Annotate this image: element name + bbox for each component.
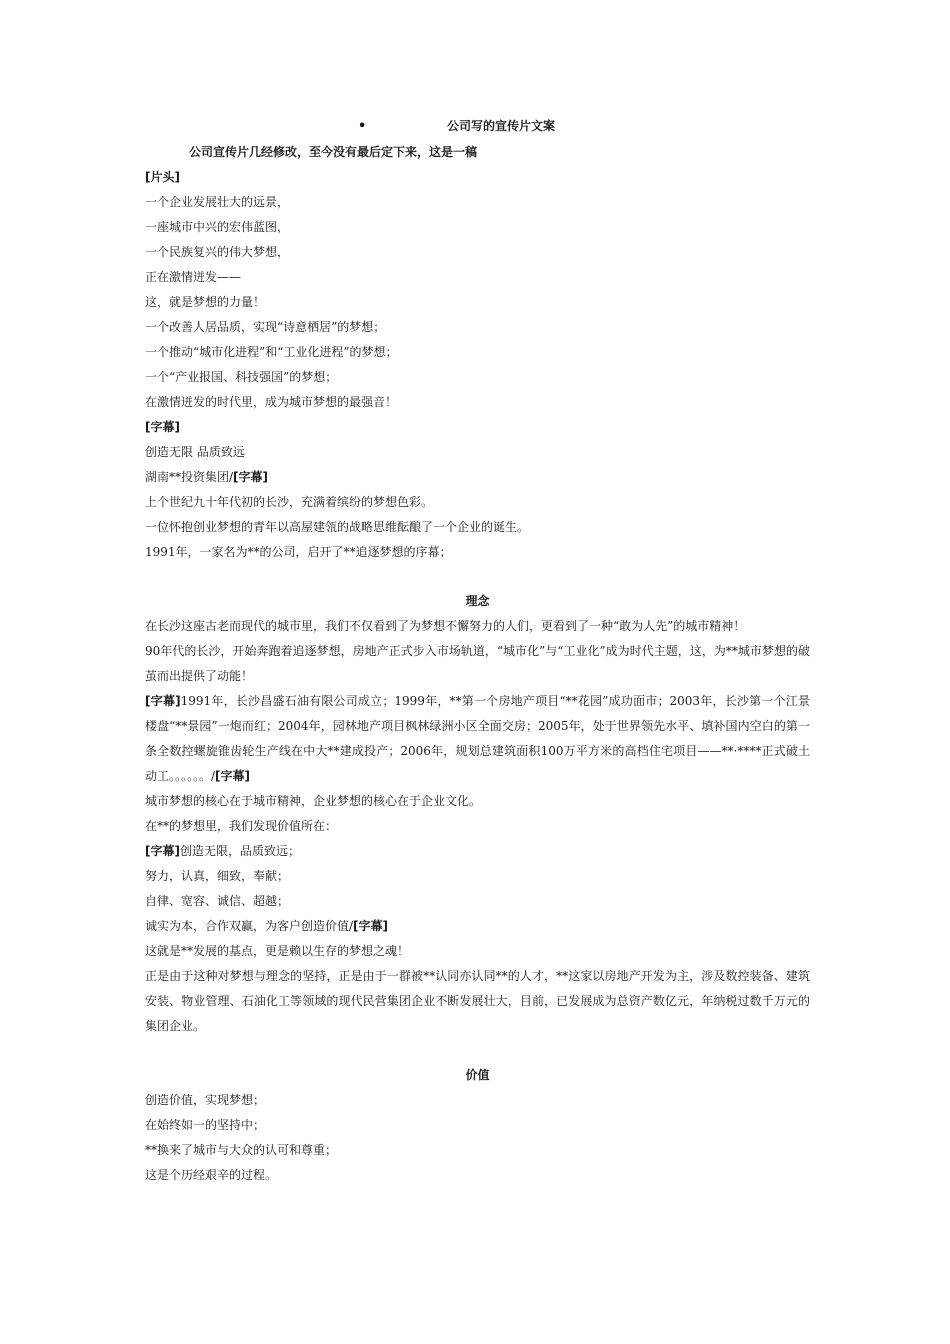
document-title: 公司写的宣传片文案	[447, 119, 556, 133]
value-line: 这是个历经艰辛的过程。	[145, 1168, 278, 1182]
timeline-end-tag: [字幕]	[215, 769, 251, 783]
intro-line: 一个推动“城市化进程”和“工业化进程”的梦想；	[145, 345, 398, 359]
tag-zimu: [字幕]	[145, 420, 180, 434]
document-subtitle: 公司宣传片几经修改，至今没有最后定下来，这是一稿	[189, 145, 478, 159]
values-text-end: 诚实为本，合作双赢，为客户创造价值/	[145, 919, 354, 933]
story-line: 上个世纪九十年代初的长沙，充满着缤纷的梦想色彩。	[145, 495, 434, 509]
concept-paragraph: 努力，认真，细致，奉献；	[145, 869, 290, 883]
tag-piantou: [片头]	[145, 170, 180, 184]
section-gap	[145, 1039, 810, 1063]
section-gap	[145, 565, 810, 589]
title-row	[145, 114, 810, 140]
concept-paragraph: 城市梦想的核心在于城市精神，企业梦想的核心在于企业文化。	[145, 794, 482, 808]
group-tag: [字幕]	[233, 470, 269, 484]
concept-paragraph: 这就是**发展的基点，更是赖以生存的梦想之魂！	[145, 944, 410, 958]
values-end-tag: [字幕]	[353, 919, 389, 933]
intro-line: 一个企业发展壮大的远景，	[145, 195, 290, 209]
intro-line: 正在激情迸发——	[145, 270, 242, 284]
intro-line: 一个改善人居品质，实现“诗意栖居”的梦想；	[145, 320, 386, 334]
section-heading-value: 价值	[465, 1068, 490, 1082]
timeline-tag: [字幕]	[145, 694, 181, 708]
group-name-line	[145, 465, 810, 490]
story-line: 一位怀抱创业梦想的青年以高屋建瓴的战略思维酝酿了一个企业的诞生。	[145, 520, 530, 534]
document-page	[145, 114, 810, 1188]
value-line: 在始终如一的坚持中；	[145, 1118, 266, 1132]
concept-paragraph: 90年代的长沙，开始奔跑着追逐梦想，房地产正式步入市场轨道，“城市化”与“工业化”成为时代主题，这，为**城市梦想的破茧而出提供了动能！	[145, 644, 810, 683]
concept-paragraph: 自律、宽容、诚信、超越；	[145, 894, 290, 908]
group-name: 湖南**投资集团/	[145, 470, 234, 484]
slogan: 创造无限 品质致远	[145, 445, 245, 459]
concept-paragraph: 在长沙这座古老而现代的城市里，我们不仅看到了为梦想不懈努力的人们，更看到了一种“敢为人先”的城市精神！	[145, 619, 746, 633]
intro-line: 在激情迸发的时代里，成为城市梦想的最强音！	[145, 395, 398, 409]
section-heading-concept: 理念	[465, 594, 490, 608]
timeline-text: 1991年，长沙昌盛石油有限公司成立；1999年，**第一个房地产项目“**花园”成功面市；2003年，长沙第一个江景楼盘“**景园”一炮而红；2004年，园林地产项目枫林绿洲小区全面交房；2005年，处于世界领先水平、填补国内空白的第一条全数控螺旋锥齿轮生产线在中大**建成投产；2006年，规划总建筑面积100万平方米的高档住宅项目——**·****正式破土动工。。。。。。/	[145, 694, 810, 783]
concept-paragraph	[145, 914, 810, 939]
concept-paragraph	[145, 839, 810, 864]
intro-line: 一座城市中兴的宏伟蓝图，	[145, 220, 290, 234]
value-line: **换来了城市与大众的认可和尊重；	[145, 1143, 338, 1157]
intro-line: 一个民族复兴的伟大梦想，	[145, 245, 290, 259]
concept-paragraph: 在**的梦想里，我们发现价值所在：	[145, 819, 338, 833]
values-tag: [字幕]	[145, 844, 180, 858]
values-text: 创造无限，品质致远；	[179, 844, 300, 858]
value-line: 创造价值，实现梦想；	[145, 1093, 266, 1107]
bullet-icon: •	[358, 119, 367, 134]
intro-line: 这，就是梦想的力量！	[145, 295, 266, 309]
concept-paragraph: 正是由于这种对梦想与理念的坚持，正是由于一群被**认同亦认同**的人才，**这家以房地产开发为主，涉及数控装备、建筑安装、物业管理、石油化工等领域的现代民营集团企业不断发展壮大，目前，已发展成为总资产数亿元，年纳税过数千万元的集团企业。	[145, 969, 810, 1033]
intro-line: 一个“产业报国、科技强国”的梦想；	[145, 370, 338, 384]
concept-paragraph-timeline	[145, 689, 810, 789]
story-line: 1991年，一家名为**的公司，启开了**追逐梦想的序幕；	[145, 545, 452, 559]
